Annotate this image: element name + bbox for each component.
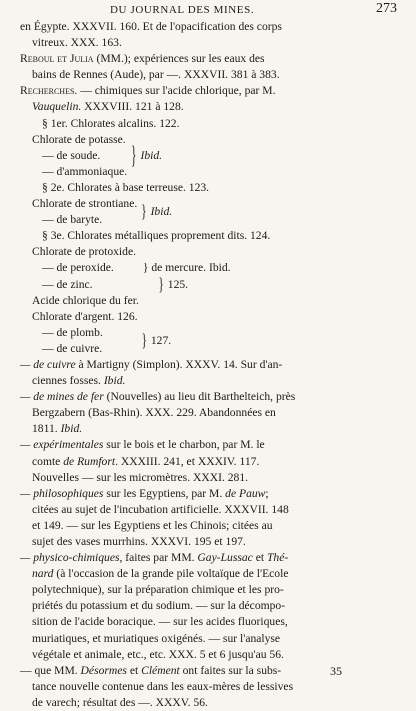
brace-group: [20, 244, 396, 308]
text-line: — de cuivre.: [42, 341, 103, 355]
brace-group: [20, 309, 396, 357]
text-line: muriatiques, et muriatiques oxigénés. — sur l'analyse: [32, 631, 281, 645]
brace-label: Ibid.: [150, 205, 173, 219]
text-line: en Égypte. XXXVII. 160. Et de l'opacification des corps: [20, 20, 282, 33]
text-line: 1811. Ibid.: [32, 422, 83, 436]
page-number: 273: [376, 1, 397, 16]
index-entry: — que MM. Désormes et Clément ont faites sur la subs-: [20, 663, 282, 677]
text-line: — de soude.: [42, 148, 101, 162]
brace-icon: }: [141, 202, 147, 222]
brace-label: 127.: [150, 333, 172, 347]
text-line: Nouvelles — sur les micromètres. XXXI. 281.: [32, 470, 249, 484]
text-line: comte de Rumfort. XXXIII. 241, et XXXIV. 117.: [32, 454, 260, 468]
text-line: nard (à l'occasion de la grande pile voltaïque de l'Ecole: [32, 567, 289, 581]
text-line: sition de l'acide boracique. — sur les acides fluoriques,: [32, 615, 288, 629]
index-entry: Recherches. — chimiques sur l'acide chlorique, par M.: [20, 84, 276, 98]
text-line: priétés du potassium et du sodium. — sur la décompo-: [32, 599, 286, 613]
index-entry: — philosophiques sur les Egyptiens, par M. de Pauw;: [20, 486, 269, 500]
text-line: Acide chlorique du fer.: [32, 293, 139, 307]
text-line: bains de Rennes (Aude), par —. XXXVII. 381 à 383.: [32, 68, 280, 82]
brace-icon: }: [131, 141, 137, 170]
section-heading: § 3e. Chlorates métalliques proprement dits. 124.: [42, 229, 271, 243]
text-line: végétale et animale, etc., etc. XXX. 5 et 6 jusqu'au 56.: [32, 647, 284, 661]
text-line: — de baryte.: [42, 213, 103, 227]
text-line: Chlorate de protoxide.: [32, 245, 136, 259]
text-line: — de zinc.: [42, 277, 93, 291]
index-entry: — de cuivre à Martigny (Simplon). XXXV. 14. Sur d'an-: [20, 357, 283, 371]
brace-group: [20, 132, 396, 180]
text-line: citées au sujet de l'incubation artificielle. XXXVII. 148: [32, 502, 289, 516]
text-line: ciennes fosses. Ibid.: [32, 374, 126, 388]
text-line: — d'ammoniaque.: [42, 164, 128, 178]
index-body: [20, 19, 396, 711]
text-line: polytechnique), sur la préparation chimique et les pro-: [32, 583, 284, 597]
index-entry: — physico-chimiques, faites par MM. Gay-Lussac et Thé-: [20, 551, 289, 565]
text-line: Bergzabern (Bas-Rhin). XXX. 229. Abandonnées en: [32, 406, 276, 420]
section-heading: § 1er. Chlorates alcalins. 122.: [42, 116, 180, 130]
text-line: tance nouvelle contenue dans les eaux-mères de lessives: [32, 679, 294, 693]
index-entry: — expérimentales sur le bois et le charbon, par M. le: [20, 438, 265, 452]
text-line: Chlorate d'argent. 126.: [32, 309, 138, 323]
text-line: — de peroxide.: [42, 261, 114, 275]
section-heading: § 2e. Chlorates à base terreuse. 123.: [42, 180, 210, 194]
text-line: Chlorate de potasse.: [32, 132, 126, 146]
brace-label: } de mercure. Ibid.: [142, 261, 231, 275]
text-line: — de plomb.: [42, 325, 103, 339]
text-line: Vauquelin. XXXVIII. 121 à 128.: [32, 100, 184, 114]
text-line: et 149. — sur les Egyptiens et les Chinois; citées au: [32, 518, 273, 532]
text-line: sujet des vases murrhins. XXXVI. 195 et 197.: [32, 535, 246, 548]
text-line: Chlorate de strontiane.: [32, 197, 138, 211]
running-title: DU JOURNAL DES MINES.: [110, 4, 255, 16]
brace-icon: }: [141, 331, 147, 351]
brace-group: [20, 196, 396, 228]
text-line: vitreux. XXX. 163.: [32, 36, 122, 50]
signature-mark: 35: [330, 664, 342, 678]
brace-label: } 125.: [158, 274, 189, 295]
text-line: de varech; résultat des —. XXXV. 56.: [32, 695, 208, 709]
brace-label: Ibid.: [140, 148, 163, 162]
index-entry: Reboul et Julia (MM.); expériences sur les eaux des: [20, 52, 265, 66]
index-entry: — de mines de fer (Nouvelles) au lieu dit Barthelteich, près: [20, 390, 296, 404]
